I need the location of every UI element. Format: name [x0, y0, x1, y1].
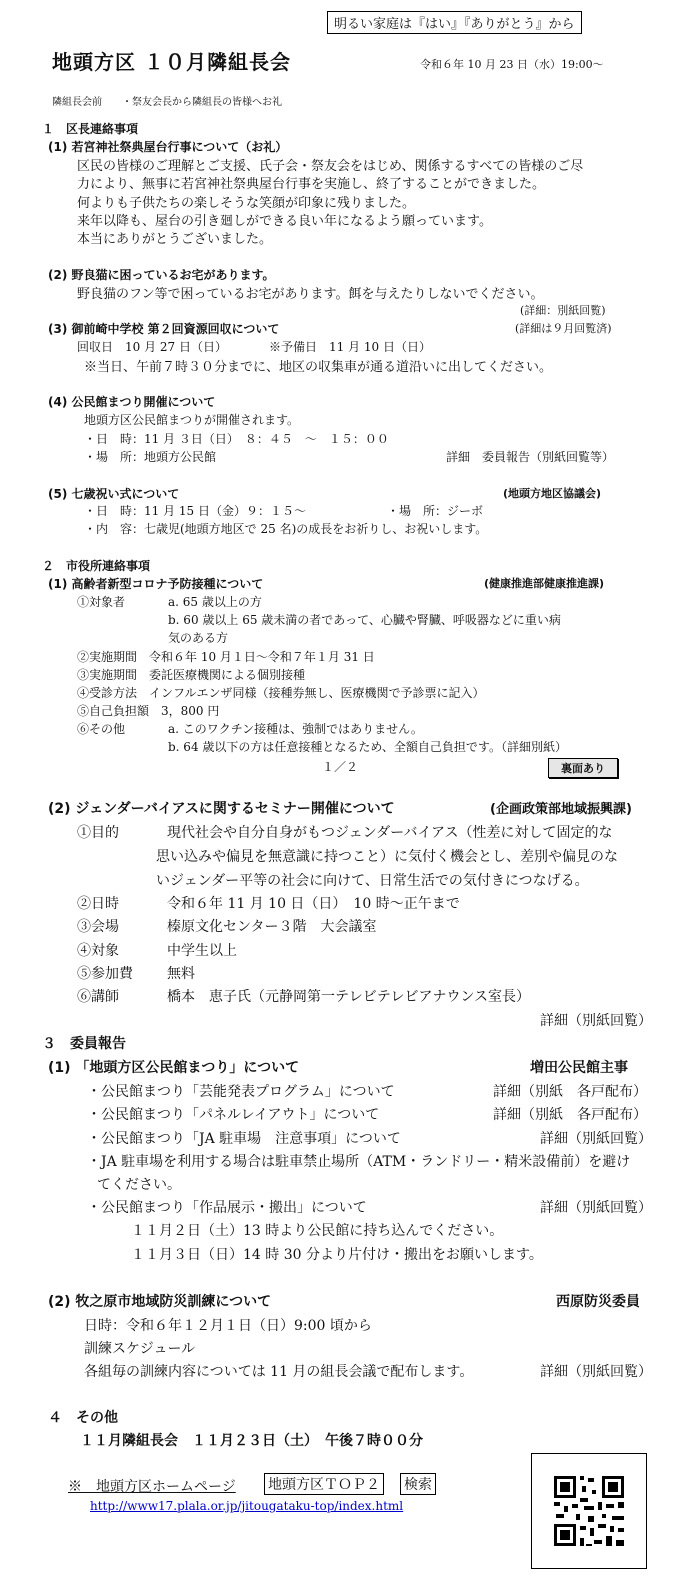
item-2-1-line: ②実施期間 令和６年 10 月１日～令和７年１月 31 日	[77, 650, 375, 664]
item-1-1-title: (1) 若宮神社祭典屋台行事について（お礼）	[48, 140, 288, 154]
item-1-2-note: (詳細：別紙回覧)	[520, 304, 606, 317]
item-3-1-note: 詳細（別紙 各戸配布）	[493, 1084, 647, 1100]
section-4-heading: ４ その他	[48, 1410, 118, 1426]
item-3-1-note: 増田公民館主事	[530, 1060, 628, 1076]
item-3-1-line: ・公民館まつり「芸能発表プログラム」について	[87, 1084, 395, 1100]
item-2-1-line: ⑤自己負担額 3，800 円	[77, 704, 220, 718]
item-2-2-title: (2) ジェンダーバイアスに関するセミナー開催について	[48, 801, 395, 817]
item-1-1-line: 来年以降も、屋台の引き廻しができる良い年になるよう願っています。	[77, 214, 492, 229]
item-1-3-line: 回収日 10 月 27 日（日） ※予備日 11 月 10 日（日）	[77, 340, 431, 354]
search-button[interactable]: 検索	[400, 1473, 436, 1495]
item-3-1-line: １１月３日（日）14 時 30 分より片付け・搬出をお願いします。	[131, 1247, 543, 1263]
item-1-5-note: (地頭方地区協議会)	[503, 487, 602, 500]
preface-note: 隣組長会前 ・祭友会長から隣組長の皆様へお礼	[52, 97, 282, 108]
item-2-2-key: ⑥講師	[77, 989, 119, 1005]
back-side-label: 裏面あり	[548, 758, 618, 778]
item-1-1-line: 力により、無事に若宮神社祭典屋台行事を実施し、終了することができました。	[77, 177, 546, 192]
item-1-2-line: 野良猫のフン等で困っているお宅があります。餌を与えたりしないでください。	[77, 287, 544, 302]
next-meeting-line: １１月隣組長会 １１月２３日（土） 午後７時００分	[80, 1433, 423, 1449]
item-1-3-line: ※当日、午前７時３０分までに、地区の収集車が通る道沿いに出してください。	[84, 360, 553, 375]
item-1-5-line: ・内 容：七歳児(地頭方地区で 25 名)の成長をお祈りし、お祝いします。	[84, 522, 488, 536]
item-2-1-line: b. 64 歳以下の方は任意接種となるため、全額自己負担です。（詳細別紙）	[168, 740, 567, 754]
item-2-1-line: a. 65 歳以上の方	[168, 595, 262, 609]
item-2-2-line: 思い込みや偏見を無意識に持つこと）に気付く機会とし、差別や偏見のな	[156, 849, 618, 865]
item-2-2-key: ②日時	[77, 896, 119, 912]
item-1-5-line: ・日 時：11 月 15 日（金）９：１５～	[84, 504, 306, 518]
item-3-1-title: (1) 「地頭方区公民館まつり」について	[48, 1060, 300, 1076]
item-2-2-line: 現代社会や自分自身がもつジェンダーバイアス（性差に対して固定的な	[167, 825, 613, 841]
item-3-1-note: 詳細（別紙 各戸配布）	[493, 1107, 647, 1123]
item-2-1-line: b. 60 歳以上 65 歳未満の者であって、心臓や腎臓、呼吸器などに重い病	[168, 613, 561, 627]
item-3-2-line: 訓練スケジュール	[84, 1341, 196, 1357]
meeting-datetime: 令和６年 10 月 23 日（水）19:00～	[420, 58, 604, 71]
item-1-4-note: 詳細 委員報告（別紙回覧等）	[446, 450, 615, 464]
item-2-2-key: ①目的	[77, 825, 119, 841]
item-3-2-title: (2) 牧之原市地域防災訓練について	[48, 1294, 272, 1310]
item-2-1-line: ④受診方法 インフルエンザ同様（接種券無し、医療機関で予診票に記入）	[77, 686, 485, 700]
item-2-1-line: a. このワクチン接種は、強制ではありません。	[168, 722, 423, 736]
item-1-1-line: 何よりも子供たちの楽しそうな笑顔が印象に残りました。	[77, 196, 416, 211]
item-3-1-line: １１月２日（土）13 時より公民館に持ち込んでください。	[131, 1223, 504, 1239]
item-2-2-value: 令和６年 11 月 10 日（日） 10 時～正午まで	[167, 896, 460, 912]
item-2-2-key: ③会場	[77, 919, 119, 935]
item-2-2-key: ④対象	[77, 943, 119, 959]
item-3-2-note: 西原防災委員	[556, 1294, 640, 1310]
item-2-2-line: いジェンダー平等の社会に向けて、日常生活での気付きにつなげる。	[156, 873, 589, 889]
item-3-1-line: てください。	[97, 1177, 181, 1193]
item-3-2-note: 詳細（別紙回覧）	[540, 1364, 652, 1380]
item-2-1-title: (1) 高齢者新型コロナ予防接種について	[48, 577, 264, 591]
item-3-1-note: 詳細（別紙回覧）	[540, 1200, 652, 1216]
item-1-4-line: ・日 時：11 月 ３日（日） ８：４５ ～ １５：００	[84, 432, 389, 446]
search-term-box[interactable]: 地頭方区ＴＯＰ２	[264, 1473, 384, 1495]
item-3-1-line: ・公民館まつり「作品展示・搬出」について	[87, 1200, 367, 1216]
item-2-1-line: 気のある方	[168, 631, 229, 645]
section-2-heading: ２ 市役所連絡事項	[42, 559, 151, 573]
section-1-heading: １ 区長連絡事項	[42, 122, 139, 136]
item-2-1-note: (健康推進部健康推進課)	[484, 577, 605, 590]
page-title: 地頭方区 １０月隣組長会	[52, 50, 291, 74]
item-1-4-title: (4) 公民館まつり開催について	[48, 395, 216, 409]
qr-code	[531, 1453, 647, 1569]
section-3-heading: ３ 委員報告	[42, 1036, 126, 1052]
page-number: １／２	[322, 760, 359, 774]
qr-code-icon	[532, 1454, 646, 1568]
item-1-4-line: 地頭方区公民館まつりが開催されます。	[84, 413, 300, 427]
item-2-2-note: (企画政策部地域振興課)	[490, 802, 632, 817]
item-2-2-value: 中学生以上	[167, 943, 237, 959]
item-3-2-line: 日時：令和６年１２月１日（日）9:00 頃から	[84, 1318, 372, 1334]
item-3-1-line: ・公民館まつり「パネルレイアウト」について	[87, 1107, 380, 1123]
item-2-1-line: ③実施期間 委託医療機関による個別接種	[77, 668, 306, 682]
item-2-2-key: ⑤参加費	[77, 966, 133, 982]
item-2-2-value: 無料	[167, 966, 195, 982]
item-3-1-note: 詳細（別紙回覧）	[540, 1131, 652, 1147]
item-2-1-key: ①対象者	[77, 595, 126, 609]
item-3-2-line: 各組毎の訓練内容については 11 月の組長会議で配布します。	[84, 1364, 474, 1380]
item-3-1-line: ・公民館まつり「JA 駐車場 注意事項」について	[87, 1131, 401, 1147]
item-1-4-line: ・場 所：地頭方公民館	[84, 450, 217, 464]
item-1-3-title: (3) 御前崎中学校 第２回資源回収について	[48, 322, 280, 336]
item-1-2-title: (2) 野良猫に困っているお宅があります。	[48, 268, 275, 282]
item-2-2-value: 榛原文化センター３階 大会議室	[167, 919, 377, 935]
homepage-label: ※ 地頭方区ホームページ	[68, 1479, 236, 1495]
item-1-1-line: 本当にありがとうございました。	[77, 232, 273, 247]
item-2-1-key: ⑥その他	[77, 722, 126, 736]
homepage-link[interactable]: http://www17.plala.or.jp/jitougataku-top/index.html	[90, 1499, 404, 1513]
item-3-1-line: ・JA 駐車場を利用する場合は駐車禁止場所（ATM・ランドリー・精米設備前）を避け	[87, 1154, 631, 1170]
item-1-3-note: (詳細は９月回覧済)	[515, 322, 612, 335]
item-1-5-line: ・場 所：ジーボ	[387, 504, 484, 518]
item-1-5-title: (5) 七歳祝い式について	[48, 487, 180, 501]
item-1-1-line: 区民の皆様のご理解とご支援、氏子会・祭友会をはじめ、関係するすべての皆様のご尽	[77, 159, 584, 174]
item-2-2-value: 橋本 恵子氏（元静岡第一テレビテレビアナウンス室長）	[167, 989, 531, 1005]
slogan-box: 明るい家庭は『はい』『ありがとう』から	[327, 11, 582, 34]
item-2-2-detail: 詳細（別紙回覧）	[540, 1013, 652, 1029]
